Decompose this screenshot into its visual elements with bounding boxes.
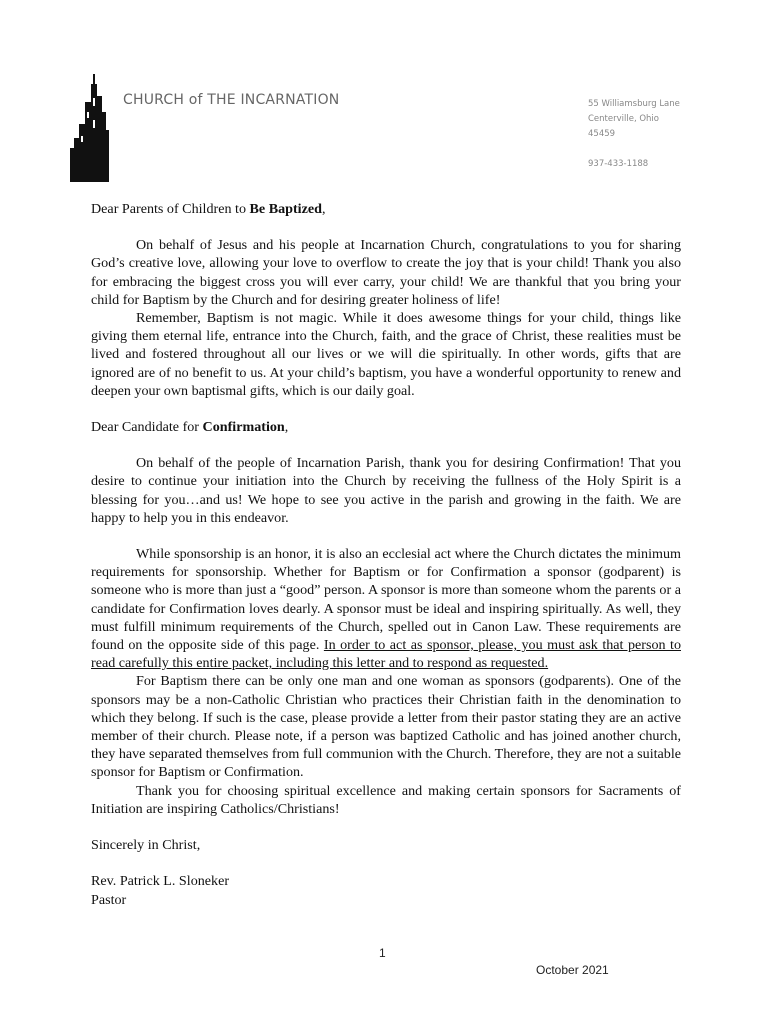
church-name: CHURCH of THE INCARNATION (123, 92, 340, 108)
valediction: Sincerely in Christ, (91, 837, 201, 854)
confirmation-greeting: Dear Candidate for Confirmation, (91, 419, 289, 436)
signer-name: Rev. Patrick L. Sloneker (91, 873, 230, 890)
baptism-paragraph-1: On behalf of Jesus and his people at Incarnation Church, congratulations to you for sharing God’s creative love, allowing your love to overflow to create the joy that is your child! Thank you also for embracing the biggest cross you will ever carry, your child! We are thankful that you bring your child for Baptism by the Church and for desiring greater holiness of life! (91, 237, 681, 308)
church-tower-logo-icon (70, 72, 114, 182)
sponsor-request-underlined: In order to act as sponsor, please, you must ask that person to read carefully this entire packet, including this letter and to respond as requested. (91, 637, 681, 672)
confirmation-paragraph-1: On behalf of the people of Incarnation Parish, thank you for desiring Confirmation! That you desire to continue your initiation into the Church by receiving the fullness of the Holy Spirit is a blessing for you…and us! We hope to see you active in the parish and growing in the faith. We are happy to help you in this endeavor. (91, 455, 681, 526)
address-zip: 45459 (588, 129, 616, 139)
phone-number: 937-433-1188 (588, 159, 649, 169)
footer-date: October 2021 (536, 963, 609, 977)
signer-title: Pastor (91, 891, 127, 908)
letter-body (91, 200, 681, 909)
baptism-greeting: Dear Parents of Children to Be Baptized, (91, 201, 326, 217)
church-address (588, 97, 680, 172)
confirmation-paragraph-2: While sponsorship is an honor, it is also an ecclesial act where the Church dictates the minimum requirements for sponsorship. Whether for Baptism or for Confirmation a sponsor (godparent) is someone who is more than just a “good” person. A sponsor is more than someone whom the parents or a candidate for Confirmation loves dearly. A sponsor must be ideal and inspiring spiritually. As well, they must fulfill minimum requirements of the Church, spelled out in Canon Law. These requirements are found on the opposite side of this page. In order to act as sponsor, please, you must ask that person to read carefully this entire packet, including this letter and to respond as requested. (91, 546, 681, 672)
page-number: 1 (379, 946, 386, 960)
address-city: Centerville, Ohio (588, 114, 659, 124)
confirmation-paragraph-3: For Baptism there can be only one man and one woman as sponsors (godparents). One of the sponsors may be a non-Catholic Christian who practices their Christian faith in the denomination to which they belong. If such is the case, please provide a letter from their pastor stating they are an active member of their church. Please note, if a person was baptized Catholic and has joined another church, they have separated themselves from full communion with the Church. Therefore, they are not a suitable sponsor for Baptism or Confirmation. (91, 673, 681, 781)
baptism-paragraph-2: Remember, Baptism is not magic. While it does awesome things for your child, things like giving them eternal life, entrance into the Church, faith, and the grace of Christ, these realities must be lived and fostered throughout all our lives or we will die spiritually. In other words, gifts that are ignored are of no benefit to us. At your child’s baptism, you have a wonderful opportunity to renew and deepen your own baptismal gifts, which is our daily goal. (91, 310, 681, 399)
confirmation-paragraph-4: Thank you for choosing spiritual excellence and making certain sponsors for Sacraments of Initiation are inspiring Catholics/Christians! (91, 782, 681, 817)
address-street: 55 Williamsburg Lane (588, 99, 680, 109)
